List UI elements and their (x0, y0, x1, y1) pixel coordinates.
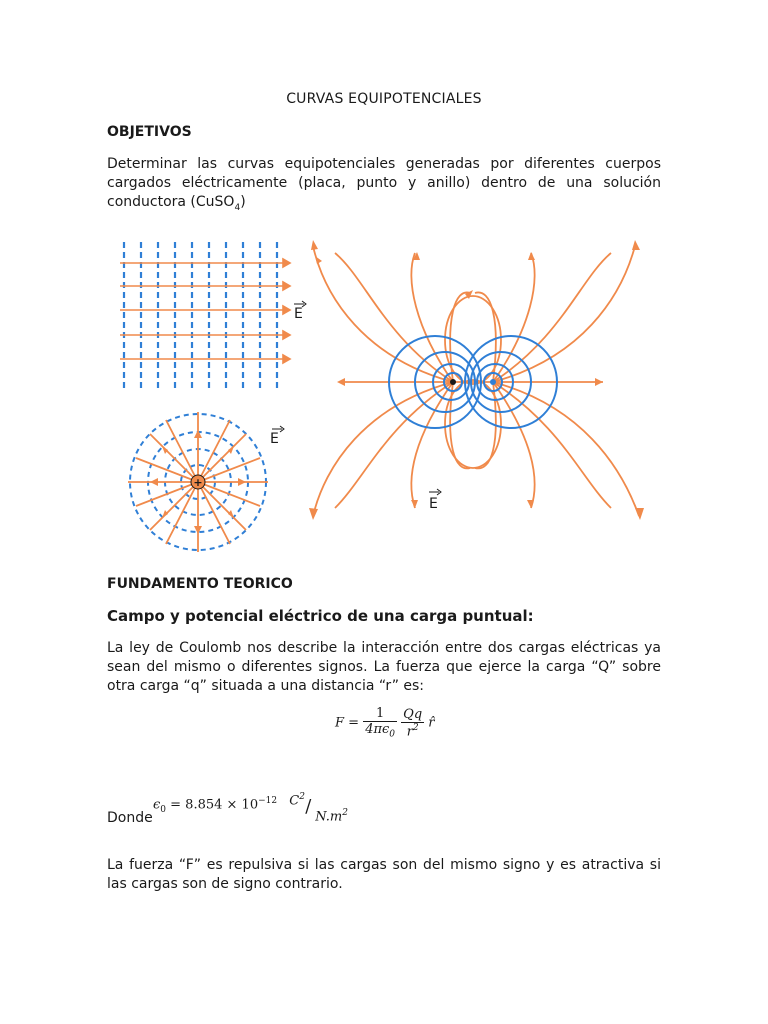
objectives-paragraph (107, 155, 661, 218)
eps-unit: $C^2$ / $N.m^2$ (289, 792, 348, 825)
uniform-field-figure (118, 238, 313, 393)
eq-fraction-2 (401, 707, 424, 739)
eq-unit-vector: r̂ (428, 715, 435, 731)
fundamento-heading: FUNDAMENTO TEORICO (107, 576, 293, 592)
equipotential-lines (124, 242, 277, 388)
dipole-field-lines (313, 246, 639, 516)
objectives-subscript: 4 (234, 202, 241, 213)
force-sign-paragraph: La fuerza “F” es repulsiva si las cargas son del mismo signo y es atractiva si las cargas son de signo contrario. (107, 857, 661, 892)
eq-num-1: 1 (363, 706, 397, 722)
label-e-3: E (429, 496, 438, 512)
field-vector-label-3 (429, 489, 441, 512)
eps-unit-den-sup: 2 (342, 808, 348, 818)
document-title: CURVAS EQUIPOTENCIALES (286, 91, 482, 107)
eps-symbol: ϵ (153, 797, 161, 813)
eps-unit-den: N.m (315, 809, 343, 825)
eps-sub: 0 (160, 804, 167, 815)
positive-charge (450, 379, 456, 385)
objectives-text-tail: conductora (CuSO (107, 194, 235, 210)
eq-den-2: r (406, 723, 413, 739)
eq-num-2: Qq (403, 706, 423, 722)
negative-charge (490, 379, 496, 385)
epsilon-equation (153, 792, 359, 826)
eq-den-1-sub: 0 (389, 729, 396, 740)
charge-sign: + (193, 476, 203, 489)
objectives-heading: OBJETIVOS (107, 124, 192, 140)
objectives-text-close: ) (240, 194, 246, 210)
donde-label: Donde (107, 810, 153, 826)
objectives-text: Determinar las curvas equipotenciales generadas por diferentes cuerpos cargados eléctricamente (placa, punto y anillo) dentro de una solución (107, 156, 661, 191)
field-vector-label-2 (270, 426, 284, 447)
label-e: E (294, 306, 303, 322)
force-equation (335, 706, 435, 740)
eq-den-1: 4πϵ (365, 722, 390, 737)
label-e-2: E (270, 431, 279, 447)
eq-fraction-1 (363, 706, 397, 740)
eps-value: = 8.854 × 10 (170, 797, 259, 813)
eps-unit-num-sup: 2 (299, 792, 305, 802)
fundamento-subheading: Campo y potencial eléctrico de una carga puntual: (107, 607, 534, 625)
point-charge-figure (122, 402, 317, 562)
eps-exponent: −12 (258, 796, 278, 806)
eq-den-2-sup: 2 (412, 722, 419, 733)
dipole-figure (305, 238, 655, 523)
eps-unit-num: C (289, 793, 300, 809)
coulomb-paragraph: La ley de Coulomb nos describe la interacción entre dos cargas eléctricas ya sean del mismo o diferentes signos. La fuerza que ejerce la carga “Q” sobre otra carga “q” situada a una distancia “r” es: (107, 640, 661, 694)
eq-lhs: F = (335, 715, 360, 731)
field-lines (120, 259, 290, 363)
